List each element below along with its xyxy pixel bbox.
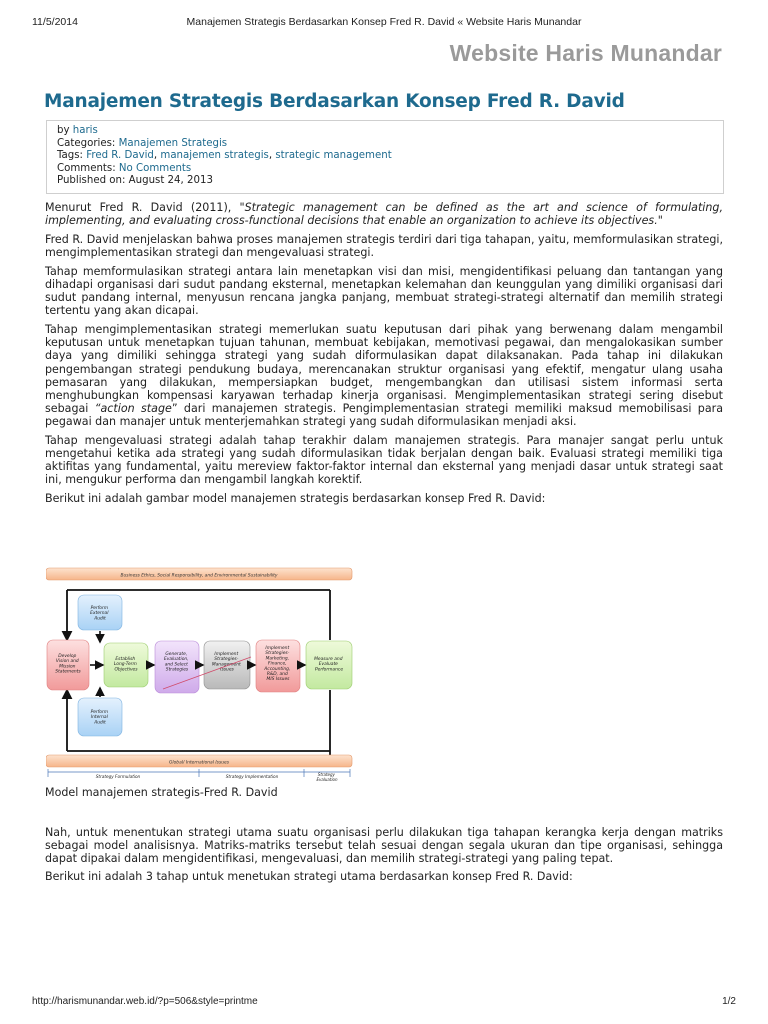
svg-text:Perform External Audit: Perform External Audit — [90, 606, 109, 622]
tag-link[interactable]: strategic management — [275, 150, 392, 162]
svg-text:Establish Long-Term Ob: Establish Long-Term Objectives — [113, 657, 138, 673]
figure-caption: Model manajemen strategis-Fred R. David — [45, 786, 278, 799]
svg-text:Measure and Evaluate P: Measure and Evaluate Performance — [314, 657, 344, 673]
print-doc-title: Manajemen Strategis Berdasarkan Konsep Fred R. David « Website Haris Munandar — [186, 16, 582, 28]
tag-link[interactable]: manajemen strategis — [160, 150, 269, 162]
category-link[interactable]: Manajemen Strategis — [118, 137, 228, 149]
stage-implementation: Strategy Implementation — [225, 774, 279, 779]
post-title[interactable]: Manajemen Strategis Berdasarkan Konsep Fred R. David — [44, 91, 625, 112]
paragraph: Tahap memformulasikan strategi antara lain menetapkan visi dan misi, mengidentifikasi peluang dan tantangan yang dihadapi organisasi dari sudut pandang eksternal, menetapkan kelemahan dan keunggulan yang dimiliki organisasi dari sudut pandang internal, menyusun rencana jangka panjang, membuat strategi-strategi alternatif dan memilih strategi tertentu yang akan dicapai. — [45, 265, 723, 318]
paragraph: Tahap mengevaluasi strategi adalah tahap terakhir dalam manajemen strategis. Para manajer sangat perlu untuk mengetahui ketika ada strategi yang sudah diformulasikan tidak berjalan dengan baik. Evaluasi strategi memiliki tiga aktifitas yang fundamental, yaitu mereview faktor-faktor internal dan eksternal yang menjadi dasar untuk strategi saat ini, mengukur performa dan mengambil langkah korektif. — [45, 433, 723, 486]
print-page-number: 1/2 — [722, 996, 736, 1007]
stage-evaluation: Strategy Evaluation — [316, 772, 338, 782]
paragraph: Fred R. David menjelaskan bahwa proses manajemen strategis terdiri dari tiga tahapan, yaitu, memformulasikan strategi, mengimplementasikan strategi dan mengevaluasi strategi. — [45, 233, 723, 260]
paragraph: Berikut ini adalah 3 tahap untuk menetukan strategi utama berdasarkan konsep Fred R. David: — [45, 870, 573, 884]
paragraph: Tahap mengimplementasikan strategi memerlukan suatu keputusan dari pihak yang berwenang dalam mengambil keputusan untuk menetapkan tujuan tahunan, membuat kebijakan, memotivasi pegawai, dan mengalokasikan sumber daya yang dimiliki sehingga strategi yang sudah diformulasikan dapat dilaksanakan. Pada tahap ini dilakukan pengembangan strategi pendukung budaya, merencanakan struktur organisasi yang efektif, mengatur ulang usaha pemasaran yang dilakukan, mempersiapkan budget, mengembangkan dan utilisasi sistem informasi serta menghubungkan kompensasi karyawan terhadap kinerja organisasi. Mengimplementasikan strategi sering disebut sebagai “action stage” dari manajemen strategis. Pengimplementasian strategi memiliki maksud memobilisasi para pegawai dan manajer untuk menterjemahkan strategi yang sudah diformulasikan menjadi aksi. — [45, 323, 723, 428]
post-meta-box — [46, 120, 724, 194]
meta-comments-line: Comments: No Comments — [57, 162, 192, 174]
print-url: http://harismunandar.web.id/?p=506&style=printme — [32, 996, 258, 1007]
svg-text:Perform Internal Audit: Perform Internal Audit — [90, 710, 109, 726]
ethics-band-label: Business Ethics, Social Responsibility, and Environmental Sustainability — [120, 573, 278, 579]
published-date: August 24, 2013 — [128, 175, 213, 187]
svg-text:Implement Strategies-: Implement Strategies- Management Issues — [211, 652, 241, 673]
comments-link[interactable]: No Comments — [118, 162, 192, 174]
site-title[interactable]: Website Haris Munandar — [449, 40, 722, 66]
meta-tags-line: Tags: Fred R. David, manajemen strategis, strategic management — [57, 150, 392, 162]
meta-published-line: Published on: August 24, 2013 — [57, 175, 213, 187]
print-date: 11/5/2014 — [32, 16, 78, 28]
post-content — [45, 201, 723, 511]
paragraph: Menurut Fred R. David (2011), "Strategic management can be defined as the art and science of formulating, implementing, and evaluating cross-functional decisions that enable an organization to achieve its objectives." — [45, 201, 723, 228]
author-link[interactable]: haris — [72, 125, 98, 136]
stage-formulation: Strategy Formulation — [95, 774, 141, 779]
print-header — [32, 16, 736, 30]
paragraph: Nah, untuk menentukan strategi utama suatu organisasi perlu dilakukan tiga tahapan kerangka kerja dengan matriks sebagai model analisisnya. Matriks-matriks tersebut telah sesuai dengan segala ukuran dan tipe organisasi, sehingga dapat dipakai dalam mengidentifikasi, mengevaluasi, dan memilih strategi-strategi yang paling tepat. — [45, 826, 723, 866]
strategic-management-model-figure[interactable] — [46, 565, 354, 791]
paragraph: Berikut ini adalah gambar model manajemen strategis berdasarkan konsep Fred R. David: — [45, 491, 546, 505]
meta-categories-line: Categories: Manajemen Strategis — [57, 137, 228, 149]
tag-link[interactable]: Fred R. David — [86, 150, 154, 162]
global-issues-label: Global/ International Issues — [168, 760, 230, 766]
quote: Strategic management can be defined as the art and science of formulating, implementing, and evaluating cross-functional decisions that enable an organization to achieve its objectives. — [45, 201, 723, 228]
svg-text:Implement Strategies-: Implement Strategies- Marketing, Finance, Accounting, R&D, and MIS Issues — [264, 646, 291, 683]
print-footer — [32, 996, 736, 1010]
post-content-continued — [45, 826, 723, 888]
svg-text:Generate, Evaluation,: Generate, Evaluation, and Select Strategies — [164, 652, 189, 673]
meta-author-line: by haris — [57, 125, 98, 136]
svg-text:Develop Vision and Mis: Develop Vision and Mission Statements — [55, 654, 81, 675]
